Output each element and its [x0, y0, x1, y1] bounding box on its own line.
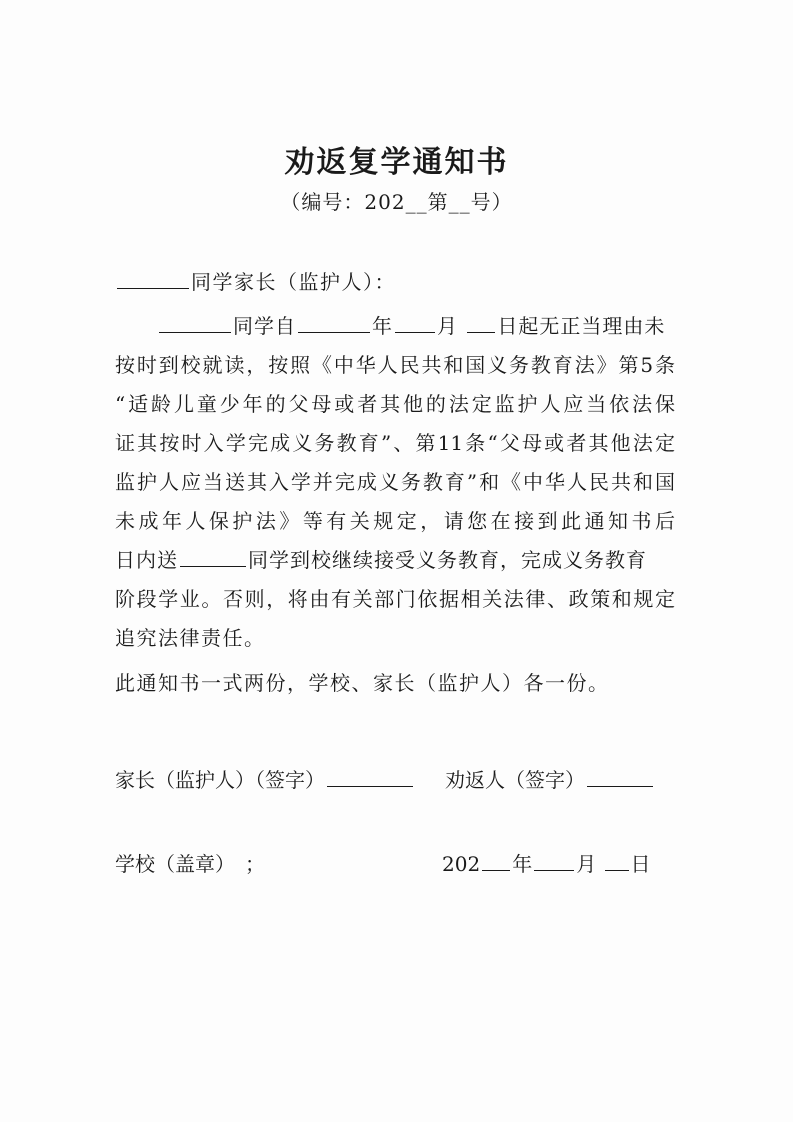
parent-signature-blank — [327, 766, 413, 787]
body-text: 同学自 — [233, 314, 296, 338]
body-text: 日内送 — [115, 548, 178, 572]
school-date-row — [115, 849, 675, 879]
body-text: 日起无正当理由未 — [497, 314, 666, 338]
body-line-2: 按时到校就读，按照《中华人民共和国义务教育法》第5条 — [115, 353, 675, 377]
persuader-signature-group — [445, 765, 655, 795]
year-blank — [298, 312, 370, 333]
body-line-7 — [115, 545, 675, 575]
salutation-line — [115, 267, 675, 297]
body-text: 年 — [372, 314, 393, 338]
day-blank — [467, 312, 495, 333]
date-year-prefix: 202 — [442, 852, 481, 876]
body-line-6: 未成年人保护法》等有关规定，请您在接到此通知书后 — [115, 509, 675, 533]
persuader-signature-label: 劝返人（签字） — [445, 768, 585, 792]
body-line-4: 证其按时入学完成义务教育”、第11条“父母或者其他法定 — [115, 431, 675, 455]
date-day-label: 日 — [630, 852, 651, 876]
body-line-1 — [157, 311, 675, 341]
document-number: （编号：202__第__号） — [280, 190, 513, 214]
signature-row — [115, 765, 675, 795]
parent-name-blank — [117, 268, 189, 289]
date-year-label: 年 — [512, 852, 533, 876]
date-month-label: 月 — [576, 852, 597, 876]
date-month-blank — [534, 850, 574, 871]
date-group — [442, 849, 651, 879]
body-text: 月 — [437, 314, 458, 338]
parent-signature-label: 家长（监护人）（签字） — [115, 768, 325, 792]
date-day-blank — [605, 850, 629, 871]
date-year-blank — [482, 850, 510, 871]
document-title: 劝返复学通知书 — [284, 145, 509, 180]
student-name-blank — [159, 312, 231, 333]
school-seal-label: 学校（盖章） ； — [115, 852, 265, 876]
body-line-3: “适龄儿童少年的父母或者其他的法定监护人应当依法保 — [115, 392, 675, 416]
body-line-9: 追究法律责任。 — [115, 626, 266, 650]
salutation-text: 同学家长（监护人）： — [191, 270, 396, 294]
body-line-10: 此通知书一式两份，学校、家长（监护人）各一份。 — [115, 671, 610, 695]
persuader-signature-blank — [587, 766, 653, 787]
student-name-blank-2 — [180, 546, 246, 567]
month-blank — [395, 312, 435, 333]
body-text: 同学到校继续接受义务教育，完成义务教育 — [248, 548, 647, 572]
body-line-5: 监护人应当送其入学并完成义务教育”和《中华人民共和国 — [115, 470, 675, 494]
body-line-8: 阶段学业。否则，将由有关部门依据相关法律、政策和规定 — [115, 587, 675, 611]
